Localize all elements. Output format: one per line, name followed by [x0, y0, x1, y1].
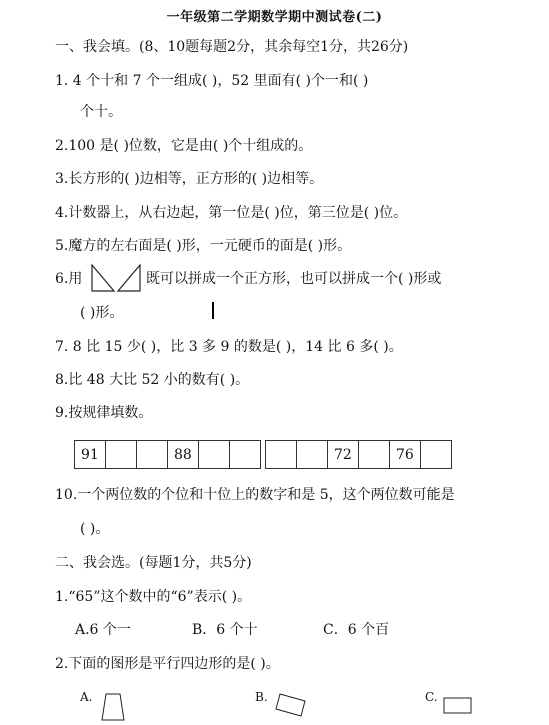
sequence-cell [297, 441, 328, 469]
option-c: C．6 个百 [323, 622, 390, 638]
sequence-cell: 88 [168, 441, 199, 469]
shape-option-a-label: A. [80, 690, 93, 704]
rotated-rectangle-shape-icon [274, 692, 308, 718]
question-4: 4.计数器上，从右边起，第一位是( )位，第三位是( )位。 [55, 205, 408, 221]
text-cursor [212, 302, 214, 319]
question-10-line1: 10.一个两位数的个位和十位上的数字和是 5，这个两位数可能是 [55, 487, 455, 503]
question-5: 5.魔方的左右面是( )形，一元硬币的面是( )形。 [55, 238, 352, 254]
question-6-prefix: 6.用 [55, 271, 83, 287]
question-8: 8.比 48 大比 52 小的数有( )。 [55, 372, 250, 388]
page-title: 一年级第二学期数学期中测试卷(二) [166, 10, 383, 25]
sequence-cell [137, 441, 168, 469]
number-sequence-1 [74, 440, 261, 469]
question-7: 7. 8 比 15 少( )，比 3 多 9 的数是( )，14 比 6 多( )。 [55, 339, 403, 355]
trapezoid-shape-icon [100, 692, 126, 722]
sequence-cell [421, 441, 452, 469]
option-b: B．6 个十 [192, 622, 258, 638]
sequence-cell [230, 441, 261, 469]
section2-heading: 二、我会选。(每题1分，共5分) [55, 555, 252, 571]
question-10-line2: ( )。 [80, 521, 110, 537]
section1-heading: 一、我会填。(8、10题每题2分，其余每空1分，共26分) [55, 39, 409, 55]
question-1-line1: 1. 4 个十和 7 个一组成( )，52 里面有( )个一和( ) [55, 73, 369, 89]
number-sequence-2 [265, 440, 452, 469]
sequence-cell [106, 441, 137, 469]
sequence-cell [359, 441, 390, 469]
question-3: 3.长方形的( )边相等，正方形的( )边相等。 [55, 171, 324, 187]
sequence-cell: 91 [75, 441, 106, 469]
shape-option-c-label: C. [425, 690, 438, 704]
choice-question-1: 1.“65”这个数中的“6”表示( )。 [55, 589, 252, 605]
sequence-cell [199, 441, 230, 469]
question-2: 2.100 是( )位数，它是由( )个十组成的。 [55, 138, 313, 154]
sequence-cell [266, 441, 297, 469]
question-1-line2: 个十。 [80, 104, 122, 120]
question-6-suffix: 既可以拼成一个正方形，也可以拼成一个( )形或 [146, 271, 442, 287]
sequence-cell: 76 [390, 441, 421, 469]
option-a: A.6 个一 [75, 622, 131, 638]
sequence-cell: 72 [328, 441, 359, 469]
shape-option-b-label: B. [255, 690, 268, 704]
rectangle-shape-icon [443, 697, 473, 715]
triangle-pieces-icon [90, 263, 146, 293]
question-6-line2: ( )形。 [80, 305, 124, 321]
choice-question-2: 2.下面的图形是平行四边形的是( )。 [55, 656, 280, 672]
question-9: 9.按规律填数。 [55, 405, 153, 421]
